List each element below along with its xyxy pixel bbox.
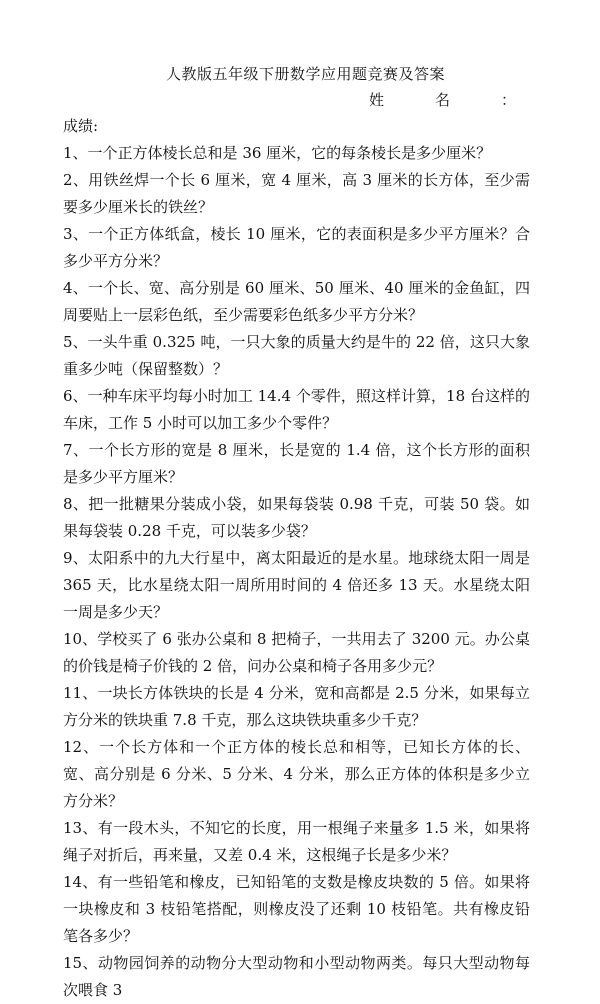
question-item: 10、学校买了 6 张办公桌和 8 把椅子，一共用去了 3200 元。办公桌的价钱是椅子价钱的 2 倍，问办公桌和椅子各用多少元？ — [63, 630, 530, 675]
question-item: 15、动物园饲养的动物分大型动物和小型动物两类。每只大型动物每次喂食 3 — [63, 954, 530, 999]
question-list — [63, 140, 530, 1004]
question-item: 11、一块长方体铁块的长是 4 分米，宽和高都是 2.5 分米，如果每立方分米的铁块重 7.8 千克，那么这块铁块重多少千克？ — [63, 684, 530, 729]
question-item: 14、有一些铅笔和橡皮，已知铅笔的支数是橡皮块数的 5 倍。如果将一块橡皮和 3 枝铅笔搭配，则橡皮没了还剩 10 枝铅笔。共有橡皮铅笔各多少？ — [63, 873, 530, 945]
question-item: 2、用铁丝焊一个长 6 厘米，宽 4 厘米，高 3 厘米的长方体，至少需要多少厘米长的铁丝？ — [63, 171, 530, 216]
question-item: 8、把一批糖果分装成小袋，如果每袋装 0.98 千克，可装 50 袋。如果每袋装 0.28 千克，可以装多少袋？ — [63, 495, 530, 540]
document-title: 人教版五年级下册数学应用题竞赛及答案 — [165, 65, 445, 83]
question-item: 4、一个长、宽、高分别是 60 厘米、50 厘米、40 厘米的金鱼缸，四周要贴上一层彩色纸，至少需要彩色纸多少平方分米？ — [63, 279, 530, 324]
question-item: 3、一个正方体纸盒，棱长 10 厘米，它的表面积是多少平方厘米？合多少平方分米？ — [63, 225, 530, 270]
question-item: 1、一个正方体棱长总和是 36 厘米，它的每条棱长是多少厘米？ — [63, 144, 492, 162]
question-item: 5、一头牛重 0.325 吨，一只大象的质量大约是牛的 22 倍，这只大象重多少吨（保留整数）？ — [63, 333, 530, 378]
score-label: 成绩: — [63, 117, 99, 135]
question-item: 13、有一段木头，不知它的长度，用一根绳子来量多 1.5 米，如果将绳子对折后，再来量，又差 0.4 米，这根绳子长是多少米？ — [63, 819, 530, 864]
question-item: 12、一个长方体和一个正方体的棱长总和相等，已知长方体的长、宽、高分别是 6 分米、5 分米、4 分米，那么正方体的体积是多少立方分米？ — [63, 738, 530, 810]
question-item: 6、一种车床平均每小时加工 14.4 个零件，照这样计算，18 台这样的车床，工作 5 小时可以加工多少个零件？ — [63, 387, 530, 432]
question-item: 7、一个长方形的宽是 8 厘米，长是宽的 1.4 倍，这个长方形的面积是多少平方厘米？ — [63, 441, 530, 486]
name-label: 姓 名 ： — [368, 91, 534, 109]
question-item: 9、太阳系中的九大行星中，离太阳最近的是水星。地球绕太阳一周是 365 天，比水星绕太阳一周所用时间的 4 倍还多 13 天。水星绕太阳一周是多少天？ — [63, 549, 530, 621]
